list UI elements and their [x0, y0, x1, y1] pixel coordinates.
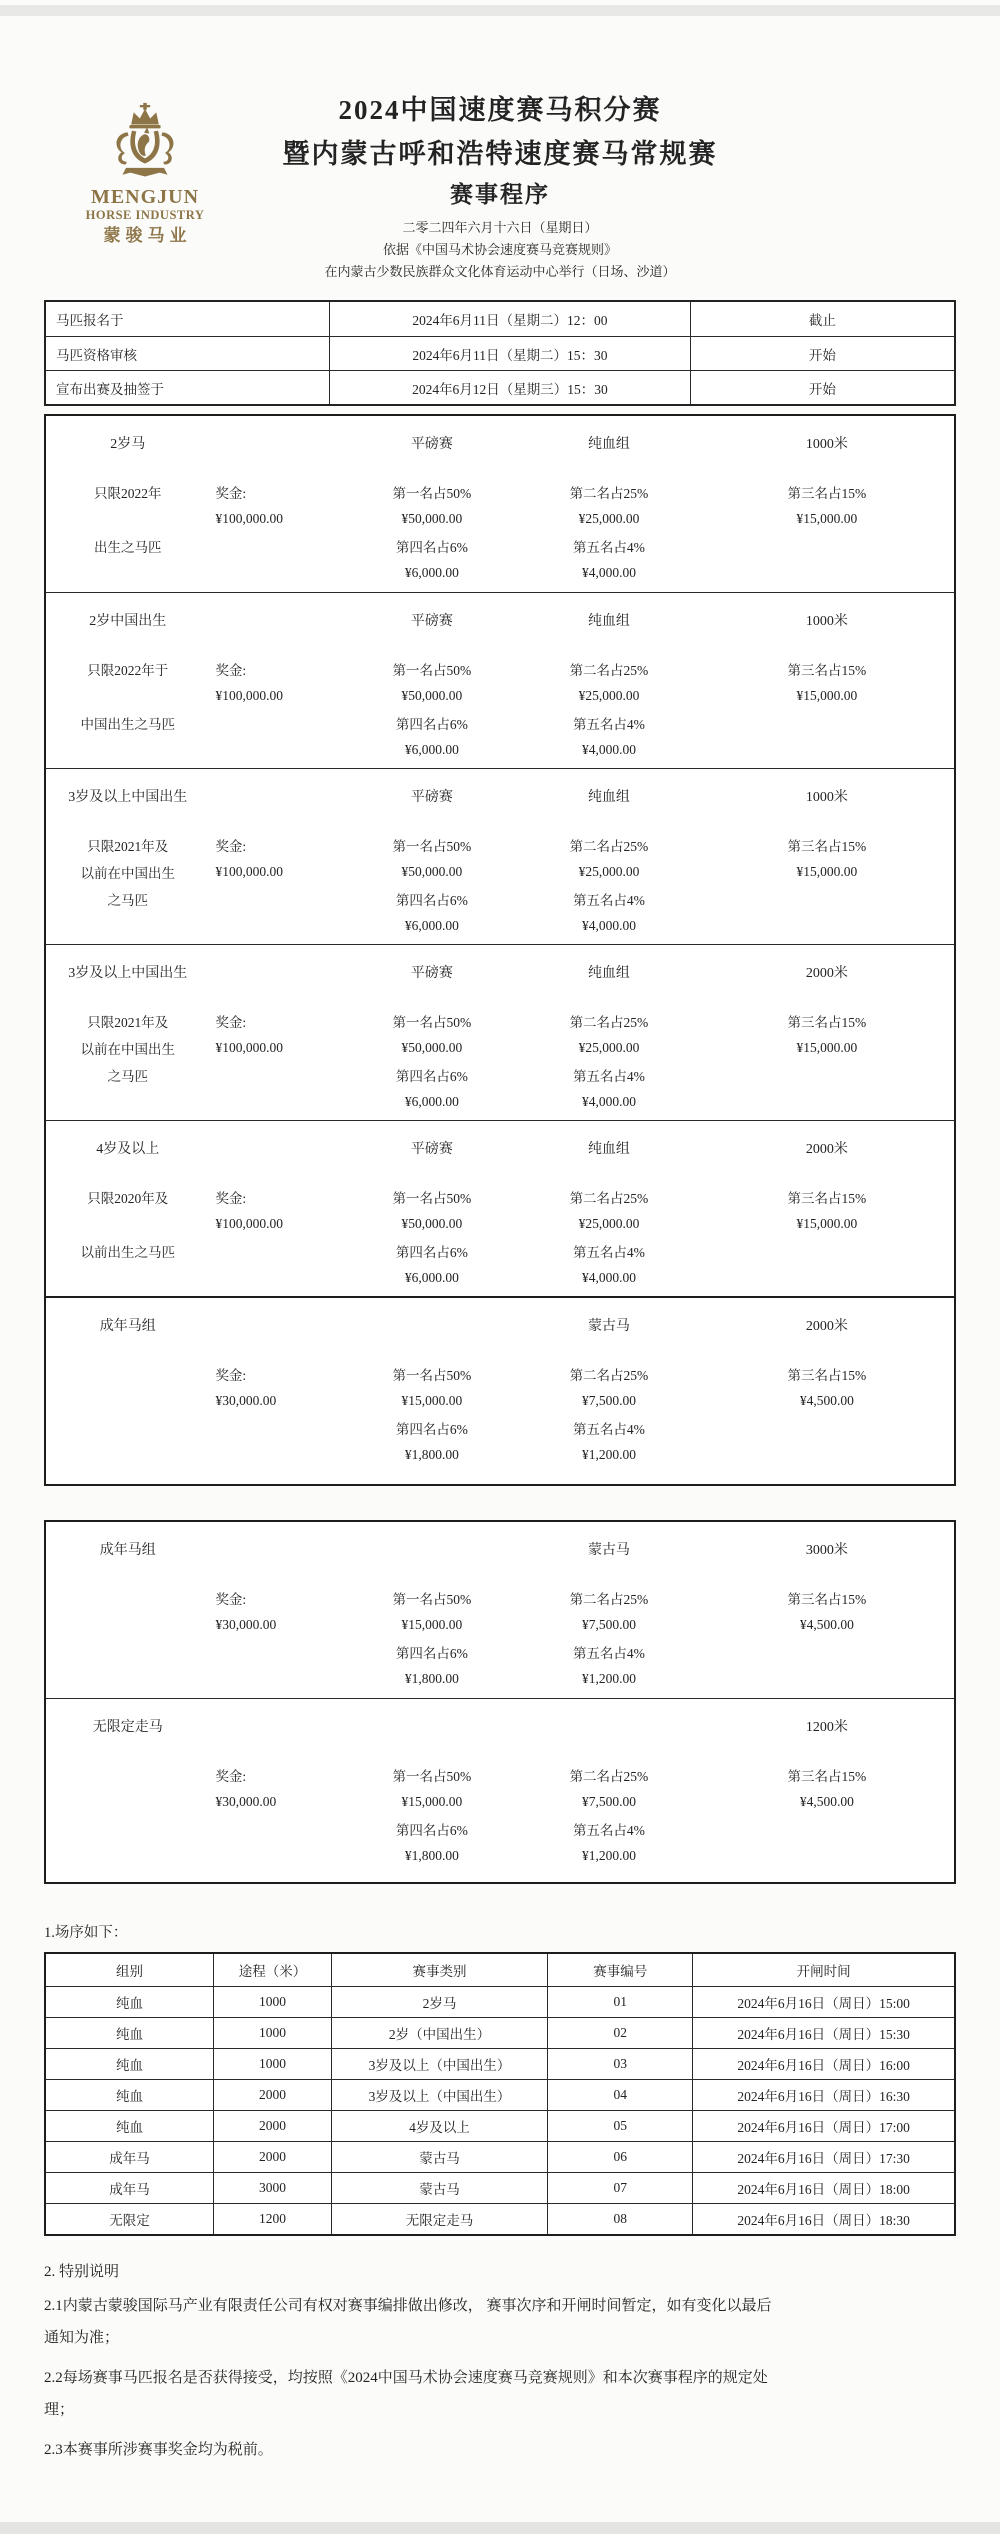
rank2-amount: ¥7,500.00 — [581, 1616, 636, 1632]
race-group-name: 成年马组 — [99, 1543, 156, 1558]
event-title-line2: 暨内蒙古呼和浩特速度赛马常规赛 — [282, 139, 718, 169]
race-condition-line: 出生之马匹 — [93, 539, 162, 555]
logo-chinese-name: 蒙骏马业 — [103, 225, 192, 245]
schedule-gate-time: 2024年6月16日（周日）17:00 — [737, 2120, 910, 2135]
registration-status: 开始 — [808, 347, 836, 363]
race-block — [46, 944, 954, 1120]
race-group-name: 无限定走马 — [92, 1720, 163, 1735]
race-horse-group: 纯血组 — [587, 966, 630, 981]
schedule-body — [46, 1986, 954, 2234]
prize-total: ¥100,000.00 — [215, 510, 283, 526]
rank4-amount: ¥6,000.00 — [404, 741, 459, 757]
rank1-amount: ¥50,000.00 — [401, 863, 463, 879]
rank2-amount: ¥7,500.00 — [581, 1793, 636, 1809]
note-2-2-line2: 理； — [44, 2402, 75, 2418]
schedule-category: 3岁及以上（中国出生） — [332, 2049, 548, 2079]
rank2-amount: ¥25,000.00 — [578, 1215, 640, 1231]
registration-row — [46, 302, 954, 336]
venue-line: 在内蒙古少数民族群众文化体育运动中心举行（日场、沙道） — [324, 264, 676, 279]
rank1-percent: 第一名占50% — [392, 1014, 472, 1030]
race-block — [46, 416, 954, 592]
document-header — [44, 16, 956, 300]
prize-label: 奖金: — [215, 1190, 247, 1206]
schedule-row — [46, 2017, 954, 2048]
mengjun-crest-icon — [93, 102, 197, 180]
schedule-group: 无限定 — [46, 2204, 214, 2234]
schedule-distance: 2000 — [214, 2080, 332, 2110]
rank4-amount: ¥6,000.00 — [404, 1269, 459, 1285]
event-date-line: 二零二四年六月十六日（星期日） — [402, 220, 598, 235]
race-distance: 2000米 — [805, 1142, 848, 1157]
rank5-percent: 第五名占4% — [572, 1421, 645, 1437]
race-distance: 1000米 — [805, 437, 848, 452]
special-notes-section — [44, 2262, 956, 2466]
special-notes-heading: 2. 特别说明 — [44, 2264, 120, 2280]
prize-label: 奖金: — [215, 662, 247, 678]
schedule-race-no: 02 — [548, 2018, 693, 2048]
rank1-percent: 第一名占50% — [392, 662, 472, 678]
rank1-percent: 第一名占50% — [392, 1591, 472, 1607]
rank1-percent: 第一名占50% — [392, 1768, 472, 1784]
schedule-race-no: 03 — [548, 2049, 693, 2079]
schedule-gate-time: 2024年6月16日（周日）17:30 — [737, 2151, 910, 2166]
rank2-amount: ¥25,000.00 — [578, 863, 640, 879]
race-horse-group: 蒙古马 — [587, 1319, 630, 1334]
prize-total: ¥30,000.00 — [215, 1793, 277, 1809]
race-condition-line — [46, 1387, 209, 1414]
schedule-race-no: 04 — [548, 2080, 693, 2110]
schedule-distance: 2000 — [214, 2142, 332, 2172]
schedule-gate-time: 2024年6月16日（周日）15:00 — [737, 1996, 910, 2011]
rank1-percent: 第一名占50% — [392, 1190, 472, 1206]
rank1-amount: ¥15,000.00 — [401, 1793, 463, 1809]
race-type: 平磅赛 — [410, 1142, 453, 1157]
race-distance: 1000米 — [805, 790, 848, 805]
race-horse-group — [518, 1711, 700, 1741]
rank5-percent: 第五名占4% — [572, 892, 645, 908]
race-type — [346, 1310, 519, 1340]
schedule-distance: 3000 — [214, 2173, 332, 2203]
rank5-amount: ¥4,000.00 — [581, 917, 636, 933]
prize-total: ¥30,000.00 — [215, 1392, 277, 1408]
logo-subtitle: HORSE INDUSTRY — [85, 208, 205, 222]
rank2-amount: ¥25,000.00 — [578, 687, 640, 703]
race-condition-line: 只限2021年及 — [87, 838, 169, 854]
scan-top-strip — [0, 5, 1000, 16]
schedule-distance: 2000 — [214, 2111, 332, 2141]
schedule-race-no: 07 — [548, 2173, 693, 2203]
schedule-category: 无限定走马 — [332, 2204, 548, 2234]
prize-label: 奖金: — [215, 838, 247, 854]
race-distance: 1200米 — [805, 1720, 848, 1735]
rank3-amount: ¥15,000.00 — [796, 863, 858, 879]
rank4-percent: 第四名占6% — [395, 716, 468, 732]
race-condition-line: 以前在中国出生 — [80, 1041, 175, 1057]
race-horse-group: 纯血组 — [587, 1142, 630, 1157]
registration-status: 开始 — [808, 381, 836, 397]
schedule-distance: 1000 — [214, 1987, 332, 2017]
rank5-amount: ¥1,200.00 — [581, 1446, 636, 1462]
race-group-name: 4岁及以上 — [96, 1142, 160, 1157]
race-group-name: 成年马组 — [99, 1319, 156, 1334]
race-block — [46, 1296, 954, 1484]
rank5-amount: ¥4,000.00 — [581, 1269, 636, 1285]
race-group-name: 3岁及以上中国出生 — [68, 790, 188, 805]
prize-total: ¥100,000.00 — [215, 1039, 283, 1055]
race-condition-line: 之马匹 — [107, 892, 148, 908]
race-condition-line — [46, 1210, 209, 1237]
schedule-header-category: 赛事类别 — [332, 1954, 548, 1986]
rank1-amount: ¥50,000.00 — [401, 1215, 463, 1231]
race-distance: 2000米 — [805, 1319, 848, 1334]
rank3-percent: 第三名占15% — [787, 1014, 867, 1030]
registration-label: 马匹报名于 — [46, 302, 330, 336]
rank2-percent: 第二名占25% — [569, 1591, 649, 1607]
rank5-amount: ¥1,200.00 — [581, 1847, 636, 1863]
race-type: 平磅赛 — [410, 437, 453, 452]
schedule-gate-time: 2024年6月16日（周日）16:00 — [737, 2058, 910, 2073]
schedule-row — [46, 2172, 954, 2203]
rank2-percent: 第二名占25% — [569, 1768, 649, 1784]
schedule-gate-time: 2024年6月16日（周日）16:30 — [737, 2089, 910, 2104]
race-distance: 3000米 — [805, 1543, 848, 1558]
race-type — [346, 1534, 519, 1564]
race-condition-line: 只限2020年及 — [87, 1190, 169, 1206]
rank1-percent: 第一名占50% — [392, 485, 472, 501]
race-group-name: 3岁及以上中国出生 — [68, 966, 188, 981]
rank2-percent: 第二名占25% — [569, 1014, 649, 1030]
schedule-header-group: 组别 — [46, 1954, 214, 1986]
schedule-distance: 1000 — [214, 2018, 332, 2048]
schedule-distance: 1000 — [214, 2049, 332, 2079]
race-condition-line: 中国出生之马匹 — [80, 716, 175, 732]
rank1-amount: ¥50,000.00 — [401, 1039, 463, 1055]
mengjun-logo — [65, 102, 225, 247]
schedule-category: 4岁及以上 — [332, 2111, 548, 2141]
event-program-document — [44, 16, 956, 2466]
schedule-header-gate-time: 开闸时间 — [796, 1964, 851, 1979]
race-condition-line — [46, 682, 209, 709]
race-distance: 1000米 — [805, 614, 848, 629]
race-block — [46, 592, 954, 768]
schedule-heading: 1.场序如下： — [44, 1925, 128, 1941]
rank4-amount: ¥6,000.00 — [404, 1093, 459, 1109]
schedule-gate-time: 2024年6月16日（周日）18:30 — [737, 2213, 910, 2228]
schedule-category: 3岁及以上（中国出生） — [332, 2080, 548, 2110]
race-condition-line — [46, 1761, 209, 1788]
schedule-gate-time: 2024年6月16日（周日）15:30 — [737, 2027, 910, 2042]
schedule-race-no: 08 — [548, 2204, 693, 2234]
rank2-amount: ¥7,500.00 — [581, 1392, 636, 1408]
note-2-1-line2: 通知为准； — [44, 2330, 120, 2346]
rank4-percent: 第四名占6% — [395, 1645, 468, 1661]
note-2-1 — [44, 2290, 956, 2354]
rank4-amount: ¥6,000.00 — [404, 564, 459, 580]
schedule-header-distance: 途程（米） — [214, 1954, 332, 1986]
schedule-row — [46, 2079, 954, 2110]
prize-label: 奖金: — [215, 1591, 247, 1607]
rank3-amount: ¥15,000.00 — [796, 1215, 858, 1231]
schedule-group: 成年马 — [46, 2173, 214, 2203]
program-title: 赛事程序 — [450, 182, 550, 207]
rank4-percent: 第四名占6% — [395, 1068, 468, 1084]
rank1-amount: ¥15,000.00 — [401, 1616, 463, 1632]
rank5-percent: 第五名占4% — [572, 1645, 645, 1661]
registration-label: 宣布出赛及抽签于 — [46, 371, 330, 404]
schedule-race-no: 06 — [548, 2142, 693, 2172]
schedule-row — [46, 2110, 954, 2141]
schedule-race-no: 05 — [548, 2111, 693, 2141]
rank3-amount: ¥4,500.00 — [799, 1616, 854, 1632]
rank2-percent: 第二名占25% — [569, 838, 649, 854]
race-block — [46, 768, 954, 944]
rank2-percent: 第二名占25% — [569, 485, 649, 501]
schedule-row — [46, 2203, 954, 2234]
schedule-group: 纯血 — [46, 2080, 214, 2110]
registration-label: 马匹资格审核 — [46, 337, 330, 370]
schedule-header-race-no: 赛事编号 — [548, 1954, 693, 1986]
schedule-table — [44, 1952, 956, 2236]
rank1-percent: 第一名占50% — [392, 838, 472, 854]
race-condition-line — [46, 1611, 209, 1638]
race-horse-group: 纯血组 — [587, 790, 630, 805]
note-2-3 — [44, 2434, 956, 2466]
rank3-amount: ¥4,500.00 — [799, 1793, 854, 1809]
schedule-group: 成年马 — [46, 2142, 214, 2172]
schedule-group: 纯血 — [46, 2111, 214, 2141]
prize-total: ¥30,000.00 — [215, 1616, 277, 1632]
race-prize-table-secondary — [44, 1520, 956, 1884]
race-condition-line — [46, 1414, 209, 1441]
note-2-1-line1: 2.1内蒙古蒙骏国际马产业有限责任公司有权对赛事编排做出修改， 赛事次序和开闸时间暂定，如有变化以最后 — [44, 2298, 772, 2314]
schedule-distance: 1200 — [214, 2204, 332, 2234]
race-prize-table-main — [44, 414, 956, 1486]
rank2-percent: 第二名占25% — [569, 662, 649, 678]
race-type: 平磅赛 — [410, 614, 453, 629]
race-horse-group: 蒙古马 — [587, 1543, 630, 1558]
race-condition-line: 以前在中国出生 — [80, 865, 175, 881]
schedule-category: 2岁（中国出生） — [332, 2018, 548, 2048]
rank2-percent: 第二名占25% — [569, 1367, 649, 1383]
rank4-percent: 第四名占6% — [395, 892, 468, 908]
schedule-category: 蒙古马 — [332, 2142, 548, 2172]
rank1-amount: ¥50,000.00 — [401, 687, 463, 703]
schedule-race-no: 01 — [548, 1987, 693, 2017]
rank5-amount: ¥4,000.00 — [581, 1093, 636, 1109]
note-2-2-line1: 2.2每场赛事马匹报名是否获得接受，均按照《2024中国马术协会速度赛马竞赛规则》和本次赛事程序的规定处 — [44, 2370, 768, 2386]
rank1-amount: ¥15,000.00 — [401, 1392, 463, 1408]
schedule-category: 2岁马 — [332, 1987, 548, 2017]
schedule-gate-time: 2024年6月16日（周日）18:00 — [737, 2182, 910, 2197]
schedule-group: 纯血 — [46, 2049, 214, 2079]
race-condition-line — [46, 505, 209, 532]
scan-bottom-strip — [0, 2522, 1000, 2534]
schedule-header-row — [46, 1954, 954, 1986]
race-condition-line — [46, 1584, 209, 1611]
rank5-amount: ¥1,200.00 — [581, 1670, 636, 1686]
rank5-percent: 第五名占4% — [572, 1822, 645, 1838]
rank3-percent: 第三名占15% — [787, 838, 867, 854]
rank5-amount: ¥4,000.00 — [581, 564, 636, 580]
prize-label: 奖金: — [215, 1014, 247, 1030]
rank5-percent: 第五名占4% — [572, 1068, 645, 1084]
race-group-name: 2岁中国出生 — [89, 614, 167, 629]
race-distance: 2000米 — [805, 966, 848, 981]
schedule-row — [46, 2141, 954, 2172]
registration-row — [46, 370, 954, 404]
prize-label: 奖金: — [215, 1367, 247, 1383]
rank5-percent: 第五名占4% — [572, 716, 645, 732]
rank4-percent: 第四名占6% — [395, 1822, 468, 1838]
registration-row — [46, 336, 954, 370]
schedule-row — [46, 2048, 954, 2079]
race-condition-line: 以前出生之马匹 — [80, 1244, 175, 1260]
race-group-name: 2岁马 — [110, 437, 146, 452]
rank3-percent: 第三名占15% — [787, 1190, 867, 1206]
rank5-percent: 第五名占4% — [572, 1244, 645, 1260]
prize-label: 奖金: — [215, 485, 247, 501]
prize-total: ¥100,000.00 — [215, 1215, 283, 1231]
rank4-amount: ¥6,000.00 — [404, 917, 459, 933]
rank3-percent: 第三名占15% — [787, 662, 867, 678]
rank2-amount: ¥25,000.00 — [578, 510, 640, 526]
race-condition-line — [46, 1815, 209, 1842]
rank3-percent: 第三名占15% — [787, 1591, 867, 1607]
rank4-percent: 第四名占6% — [395, 1421, 468, 1437]
prize-total: ¥100,000.00 — [215, 687, 283, 703]
rank3-amount: ¥4,500.00 — [799, 1392, 854, 1408]
rank4-percent: 第四名占6% — [395, 539, 468, 555]
registration-info-table — [44, 300, 956, 406]
schedule-group: 纯血 — [46, 2018, 214, 2048]
race-type: 平磅赛 — [410, 966, 453, 981]
race-condition-line — [46, 1360, 209, 1387]
schedule-row — [46, 1986, 954, 2017]
race-block — [46, 1698, 954, 1882]
race-type: 平磅赛 — [410, 790, 453, 805]
rules-basis-line: 依据《中国马术协会速度赛马竞赛规则》 — [382, 242, 617, 257]
race-condition-line: 之马匹 — [107, 1068, 148, 1084]
race-block — [46, 1120, 954, 1296]
rank3-percent: 第三名占15% — [787, 485, 867, 501]
rank4-amount: ¥1,800.00 — [404, 1670, 459, 1686]
prize-label: 奖金: — [215, 1768, 247, 1784]
race-condition-line: 只限2022年于 — [87, 662, 169, 678]
rank1-percent: 第一名占50% — [392, 1367, 472, 1383]
rank4-amount: ¥1,800.00 — [404, 1847, 459, 1863]
note-2-3-line: 2.3本赛事所涉赛事奖金均为税前。 — [44, 2442, 273, 2458]
rank3-amount: ¥15,000.00 — [796, 687, 858, 703]
rank4-amount: ¥1,800.00 — [404, 1446, 459, 1462]
schedule-group: 纯血 — [46, 1987, 214, 2017]
race-type — [346, 1711, 519, 1741]
rank2-percent: 第二名占25% — [569, 1190, 649, 1206]
prize-total: ¥100,000.00 — [215, 863, 283, 879]
registration-status: 截止 — [808, 313, 836, 328]
rank3-percent: 第三名占15% — [787, 1768, 867, 1784]
registration-datetime: 2024年6月12日（星期三）15：30 — [330, 371, 690, 404]
rank1-amount: ¥50,000.00 — [401, 510, 463, 526]
race-condition-line — [46, 1788, 209, 1815]
race-condition-line — [46, 1638, 209, 1665]
rank4-percent: 第四名占6% — [395, 1244, 468, 1260]
event-title-line1: 2024中国速度赛马积分赛 — [338, 95, 662, 125]
registration-datetime: 2024年6月11日（星期二）15：30 — [330, 337, 690, 370]
race-horse-group: 纯血组 — [587, 437, 630, 452]
race-condition-line: 只限2022年 — [93, 485, 162, 501]
logo-name: MENGJUN — [90, 186, 200, 208]
race-block — [46, 1522, 954, 1698]
schedule-category: 蒙古马 — [332, 2173, 548, 2203]
rank3-percent: 第三名占15% — [787, 1367, 867, 1383]
rank5-amount: ¥4,000.00 — [581, 741, 636, 757]
rank3-amount: ¥15,000.00 — [796, 510, 858, 526]
rank3-amount: ¥15,000.00 — [796, 1039, 858, 1055]
registration-datetime: 2024年6月11日（星期二）12：00 — [330, 302, 690, 336]
rank5-percent: 第五名占4% — [572, 539, 645, 555]
note-2-2 — [44, 2362, 956, 2426]
race-condition-line: 只限2021年及 — [87, 1014, 169, 1030]
race-horse-group: 纯血组 — [587, 614, 630, 629]
rank2-amount: ¥25,000.00 — [578, 1039, 640, 1055]
